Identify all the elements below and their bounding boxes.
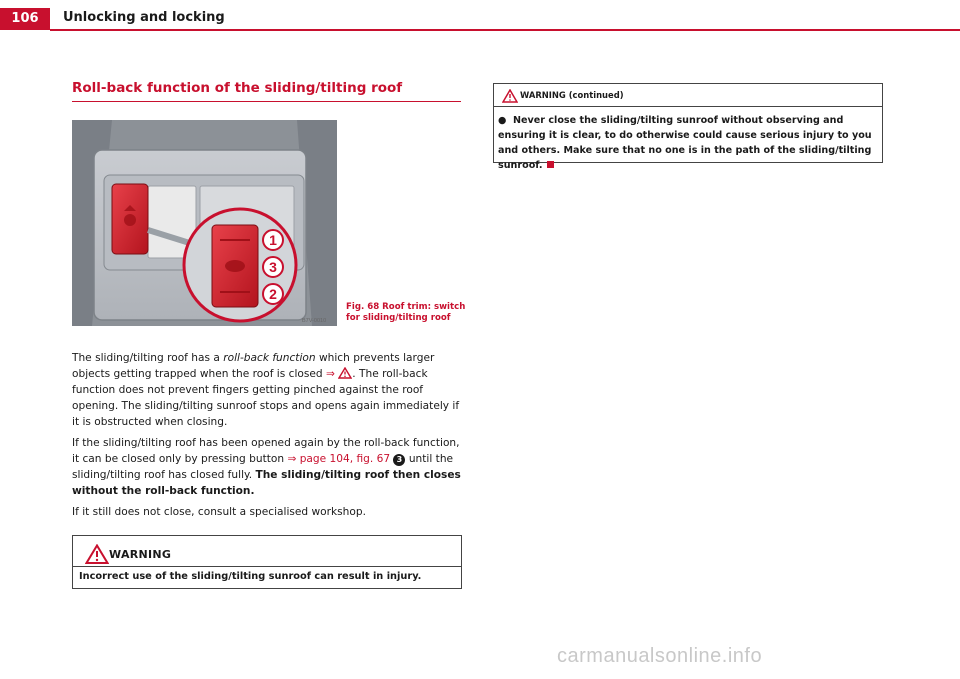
figure-code: B7V-0010 xyxy=(302,318,327,324)
watermark: carmanualsonline.info xyxy=(557,645,763,667)
figure-caption: Fig. 68 Roof trim: switch for sliding/tilting roof xyxy=(346,302,466,323)
term-roll-back-function: roll-back function xyxy=(223,352,316,364)
warning-text: Incorrect use of the sliding/tilting sunroof can result in injury. xyxy=(79,571,422,582)
warning-continued-text: ● Never close the sliding/tilting sunroof without observing and ensuring it is clear, to do otherwise could cause serious injury to you and others. Make sure that no one is in the path of the sliding/tilting sunroof. xyxy=(498,115,872,171)
section-title: Roll-back function of the sliding/tilting roof xyxy=(72,80,461,102)
section-end-mark-icon xyxy=(547,161,554,168)
warning-continued-divider xyxy=(494,106,882,107)
warning-ref-arrow[interactable]: ⇒ xyxy=(326,368,335,380)
roof-switch-illustration xyxy=(72,120,337,326)
paragraph-workshop: If it still does not close, consult a specialised workshop. xyxy=(72,506,366,518)
warning-icon xyxy=(85,544,109,564)
figure-callout-3: 3 xyxy=(269,259,277,275)
warning-small-icon xyxy=(502,89,518,103)
warning-divider xyxy=(73,566,461,567)
chapter-title: Unlocking and locking xyxy=(63,10,225,25)
bullet: ● xyxy=(498,115,507,126)
warning-continued-label: WARNING (continued) xyxy=(520,90,624,100)
warning-continued-box xyxy=(493,83,883,171)
figure-callout-2: 2 xyxy=(269,286,277,302)
warning-triangle-icon xyxy=(338,367,352,379)
page-number: 106 xyxy=(0,8,50,30)
warning-label: WARNING xyxy=(109,548,172,561)
paragraph-rollback-intro: The sliding/tilting roof has a roll-back function which prevents larger objects getting trapped when the roof is closed ⇒ . The roll-back function does not prevent fingers getting pinched against the roof opening. The sliding/tilting sunroof stops and opens again immediately if it is obstructed when closing. xyxy=(72,352,460,428)
page-104-link[interactable]: ⇒ page 104, fig. 67 xyxy=(287,453,391,465)
figure-callout-1: 1 xyxy=(269,232,277,248)
button-3-badge: 3 xyxy=(393,454,405,466)
page-header xyxy=(0,0,960,31)
header-rule xyxy=(50,29,960,31)
warning-box xyxy=(72,535,462,589)
figure-roof-switch xyxy=(72,120,337,326)
paragraph-rollback-close: If the sliding/tilting roof has been opened again by the roll-back function, it can be closed only by pressing button ⇒ page 104, fig. 67 3 until the sliding/tilting roof has closed fully. The sliding/tilting roof then closes without the roll-back function. xyxy=(72,437,461,497)
